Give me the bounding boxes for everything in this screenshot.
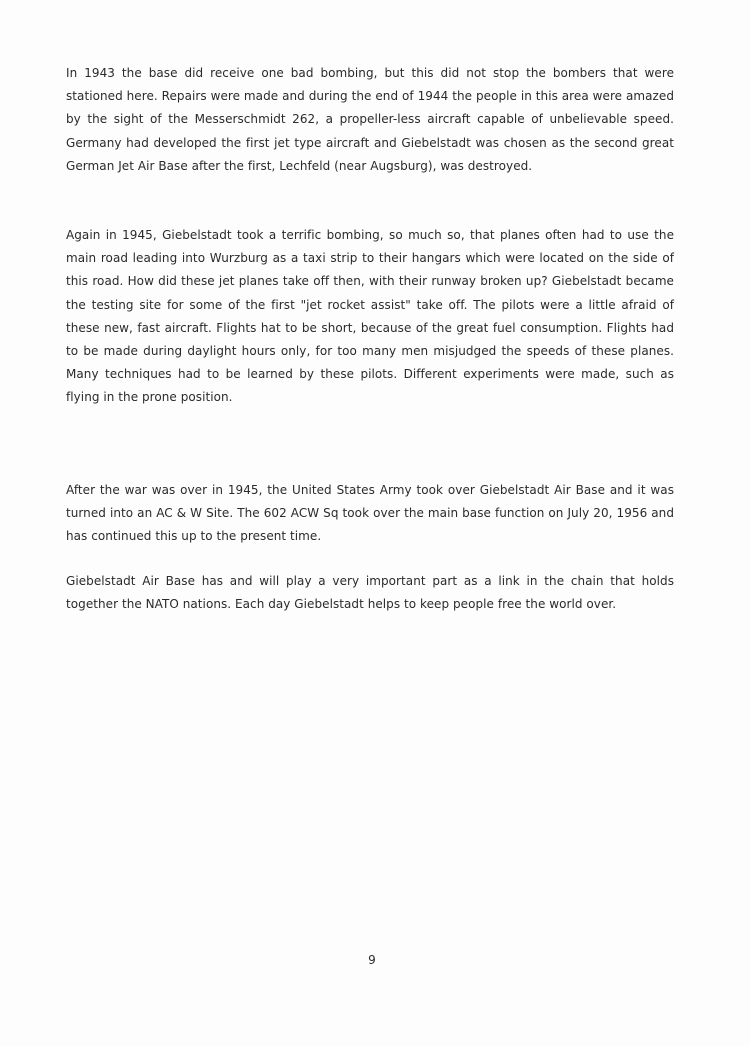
page-number: 9 — [368, 953, 376, 967]
paragraph-postwar: After the war was over in 1945, the United States Army took over Giebelstadt Air Base and it was turned into an AC & W Site. The 602 ACW Sq took over the main base function on July 20, 1956 and has continued this up to the present time. — [66, 483, 674, 544]
paragraph-nato: Giebelstadt Air Base has and will play a very important part as a link in the chain that holds together the NATO nations. Each day Giebelstadt helps to keep people free the world over. — [66, 574, 674, 612]
paragraph-1943-bombing: In 1943 the base did receive one bad bombing, but this did not stop the bombers that were stationed here. Repairs were made and during the end of 1944 the people in this area were amazed by the sight of the Messerschmidt 262, a propeller-less aircraft capable of unbelievable speed. Germany had developed the first jet type aircraft and Giebelstadt was chosen as the second great German Jet Air Base after the first, Lechfeld (near Augsburg), was destroyed. — [66, 66, 674, 173]
paragraph-1945-bombing: Again in 1945, Giebelstadt took a terrific bombing, so much so, that planes often had to use the main road leading into Wurzburg as a taxi strip to their hangars which were located on the side of this road. How did these jet planes take off then, with their runway broken up? Giebelstadt became the testing site for some of the first "jet rocket assist" take off. The pilots were a little afraid of these new, fast aircraft. Flights hat to be short, because of the great fuel consumption. Flights had to be made during daylight hours only, for too many men misjudged the speeds of these planes. Many techniques had to be learned by these pilots. Different experiments were made, such as flying in the prone position. — [66, 228, 674, 405]
